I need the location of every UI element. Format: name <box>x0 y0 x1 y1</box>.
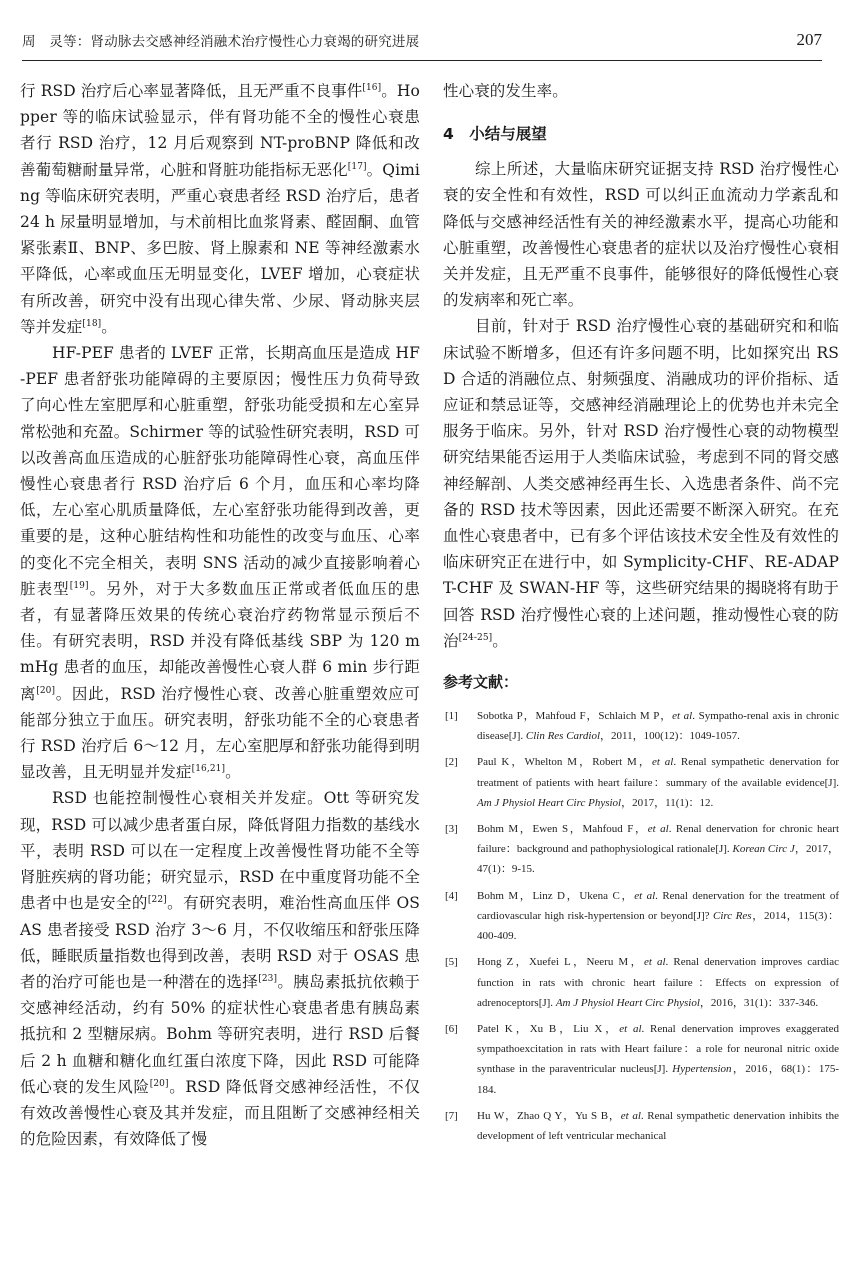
body-paragraph: 目前，针对于 RSD 治疗慢性心衰的基础研究和和临床试验不断增多，但还有许多问题不明，比如探究出 RSD 合适的消融位点、射频强度、消融成功的评价指标、适应证和禁忌证等，交感神经消融理论上的优势也并未完全服务于临床。另外，针对 RSD 治疗慢性心衰的动物模型研究结果能否运用于人类临床试验，考虑到不同的肾交感神经解剖、人类交感神经再生长、入选患者条件、尚不完备的 RSD 技术等因素，因此还需要不断深入研究。在充血性心衰患者中，已有多个评估该技术安全性及有效性的临床研究正在进行中，如 Symplicity-CHF、RE-ADAPT-CHF 及 SWAN-HF 等，这些研究结果的揭晓将有助于回答 RSD 治疗慢性心衰的上述问题，推动慢性心衰的防治[24-25]。 <box>443 317 839 650</box>
references-heading: 参考文献： <box>443 673 519 692</box>
citation: [16,21] <box>191 764 226 775</box>
body-paragraph: HF-PEF 患者的 LVEF 正常，长期高血压是造成 HF-PEF 患者舒张功能障碍的主要原因；慢性压力负荷导致了向心性左室肥厚和心脏重塑，舒张功能受损和左心室异常松弛和充盈。Schirmer 等的试验性研究表明，RSD 可以改善高血压造成的心脏舒张功能障碍性心衰，高血压伴慢性心衰患者行 RSD 治疗后 6 个月，血压和心率均降低，左心室心肌质量降低，左心室舒张功能得到改善，更重要的是，这种心脏结构性和功能性的改变与血压、心率的变化不完全相关，表明 SNS 活动的减少直接影响着心脏表型[19]。另外，对于大多数血压正常或者低血压的患者，有显著降压效果的传统心衰治疗药物常显示预后不佳。有研究表明，RSD 并没有降低基线 SBP 为 120 mmHg 患者的血压，却能改善慢性心衰人群 6 min 步行距离[20]。因此，RSD 治疗慢性心衰、改善心脏重塑效应可能部分独立于血压。研究表明，舒张功能不全的心衰患者行 RSD 治疗后 6～12 月，左心室肥厚和舒张功能得到明显改善，且无明显并发症[16,21]。 <box>20 344 420 782</box>
reference-item: [7] Hu W，Zhao Q Y，Yu S B，et al. Renal sympathetic denervation inhibits the development of left ventricular mechanical <box>445 1109 839 1142</box>
page-number: 207 <box>796 30 822 49</box>
citation: [18] <box>82 318 102 329</box>
continued-text: 性心衰的发生率。 <box>443 82 568 100</box>
reference-item: [2] Paul K，Whelton M，Robert M，et al. Renal sympathetic denervation for treatment of patients with heart failure：summary of the available evidence[J]. Am J Physiol Heart Circ Physiol，2017，11(1)：12. <box>445 756 839 809</box>
running-header <box>22 20 822 61</box>
body-paragraph: RSD 也能控制慢性心衰相关并发症。Ott 等研究发现，RSD 可以减少患者蛋白尿，降低肾阻力指数的基线水平，表明 RSD 可以在一定程度上改善慢性肾功能不全等肾脏疾病的肾功能；研究显示，RSD 在中重度肾功能不全患者中也是安全的[22]。有研究表明，难治性高血压伴 OSAS 患者接受 RSD 治疗 3～6 月，不仅收缩压和舒张压降低，睡眠质量指数也得到改善，表明 RSD 对于 OSAS 患者的治疗可能也是一种潜在的选择[23]。胰岛素抵抗依赖于交感神经活动，约有 50% 的症状性心衰患者患有胰岛素抵抗和 2 型糖尿病。Bohm 等研究表明，进行 RSD 后餐后 2 h 血糖和糖化血红蛋白浓度下降，因此 RSD 可能降低心衰的发生风险[20]。RSD 降低肾交感神经活性，不仅有效改善慢性心衰及其并发症，而且阻断了交感神经相关的危险因素，有效降低了慢 <box>20 789 420 1149</box>
citation: [23] <box>258 973 278 984</box>
citation: [17] <box>347 161 367 172</box>
reference-item: [1] Sobotka P，Mahfoud F，Schlaich M P，et al. Sympatho-renal axis in chronic disease[J]. Clin Res Cardiol，2011，100(12)：1049-1057. <box>445 710 839 743</box>
citation: [19] <box>69 580 89 591</box>
citation: [24-25] <box>458 632 493 643</box>
body-paragraph: 行 RSD 治疗后心率显著降低，且无严重不良事件[16]。Hopper 等的临床试验显示，伴有肾功能不全的慢性心衰患者行 RSD 治疗，12 月后观察到 NT-proBNP 降低和改善葡萄糖耐量异常，心脏和肾脏功能指标无恶化[17]。Qiming 等临床研究表明，严重心衰患者经 RSD 治疗后，患者 24 h 尿量明显增加，与术前相比血浆肾素、醛固酮、血管紧张素Ⅱ、BNP、多巴胺、肾上腺素和 NE 等神经激素水平降低，心率或血压无明显变化，LVEF 增加，心衰症状有所改善，研究中没有出现心律失常、少尿、肾动脉夹层等并发症[18]。 <box>20 82 420 336</box>
left-column <box>20 78 420 1152</box>
reference-item: [6] Patel K，Xu B，Liu X，et al. Renal denervation improves exaggerated sympathoexcitation in rats with Heart failure：a role for neuronal nitric oxide synthase in the paraventricular nucleus[J]. Hypertension，2016，68(1)：175-184. <box>445 1022 840 1096</box>
reference-item: [5] Hong Z，Xuefei L，Neeru M，et al. Renal denervation improves cardiac function in rats with chronic heart failure：Effects on expression of adrenoceptors[J]. Am J Physiol Heart Circ Physiol，2016，31(1)：337-346. <box>445 956 839 1009</box>
citation: [22] <box>147 895 167 906</box>
running-title: 周 灵等：肾动脉去交感神经消融术治疗慢性心力衰竭的研究进展 <box>22 34 420 50</box>
right-column <box>443 78 839 1152</box>
body-paragraph: 综上所述，大量临床研究证据支持 RSD 治疗慢性心衰的安全性和有效性，RSD 可以纠正血流动力学紊乱和降低与交感神经活性有关的神经激素水平，提高心功能和心脏重塑，改善慢性心衰患者的症状以及治疗慢性心衰相关并发症，且无严重不良事件，能够很好的降低慢性心衰的发病率和死亡率。 <box>443 160 839 310</box>
citation: [20] <box>149 1078 169 1089</box>
reference-item: [4] Bohm M，Linz D，Ukena C，et al. Renal denervation for the treatment of cardiovascular high risk-hypertension or beyond[J]? Circ Res，2014，115(3)：400-409. <box>445 889 840 943</box>
section-heading: 4 小结与展望 <box>443 125 547 144</box>
citation: [16] <box>362 83 382 93</box>
citation: [20] <box>36 685 56 696</box>
reference-item: [3] Bohm M，Ewen S，Mahfoud F，et al. Renal denervation for chronic heart failure：background and pathophysiological rationale[J]. Korean Circ J，2017，47(1)：9-15. <box>445 823 840 876</box>
